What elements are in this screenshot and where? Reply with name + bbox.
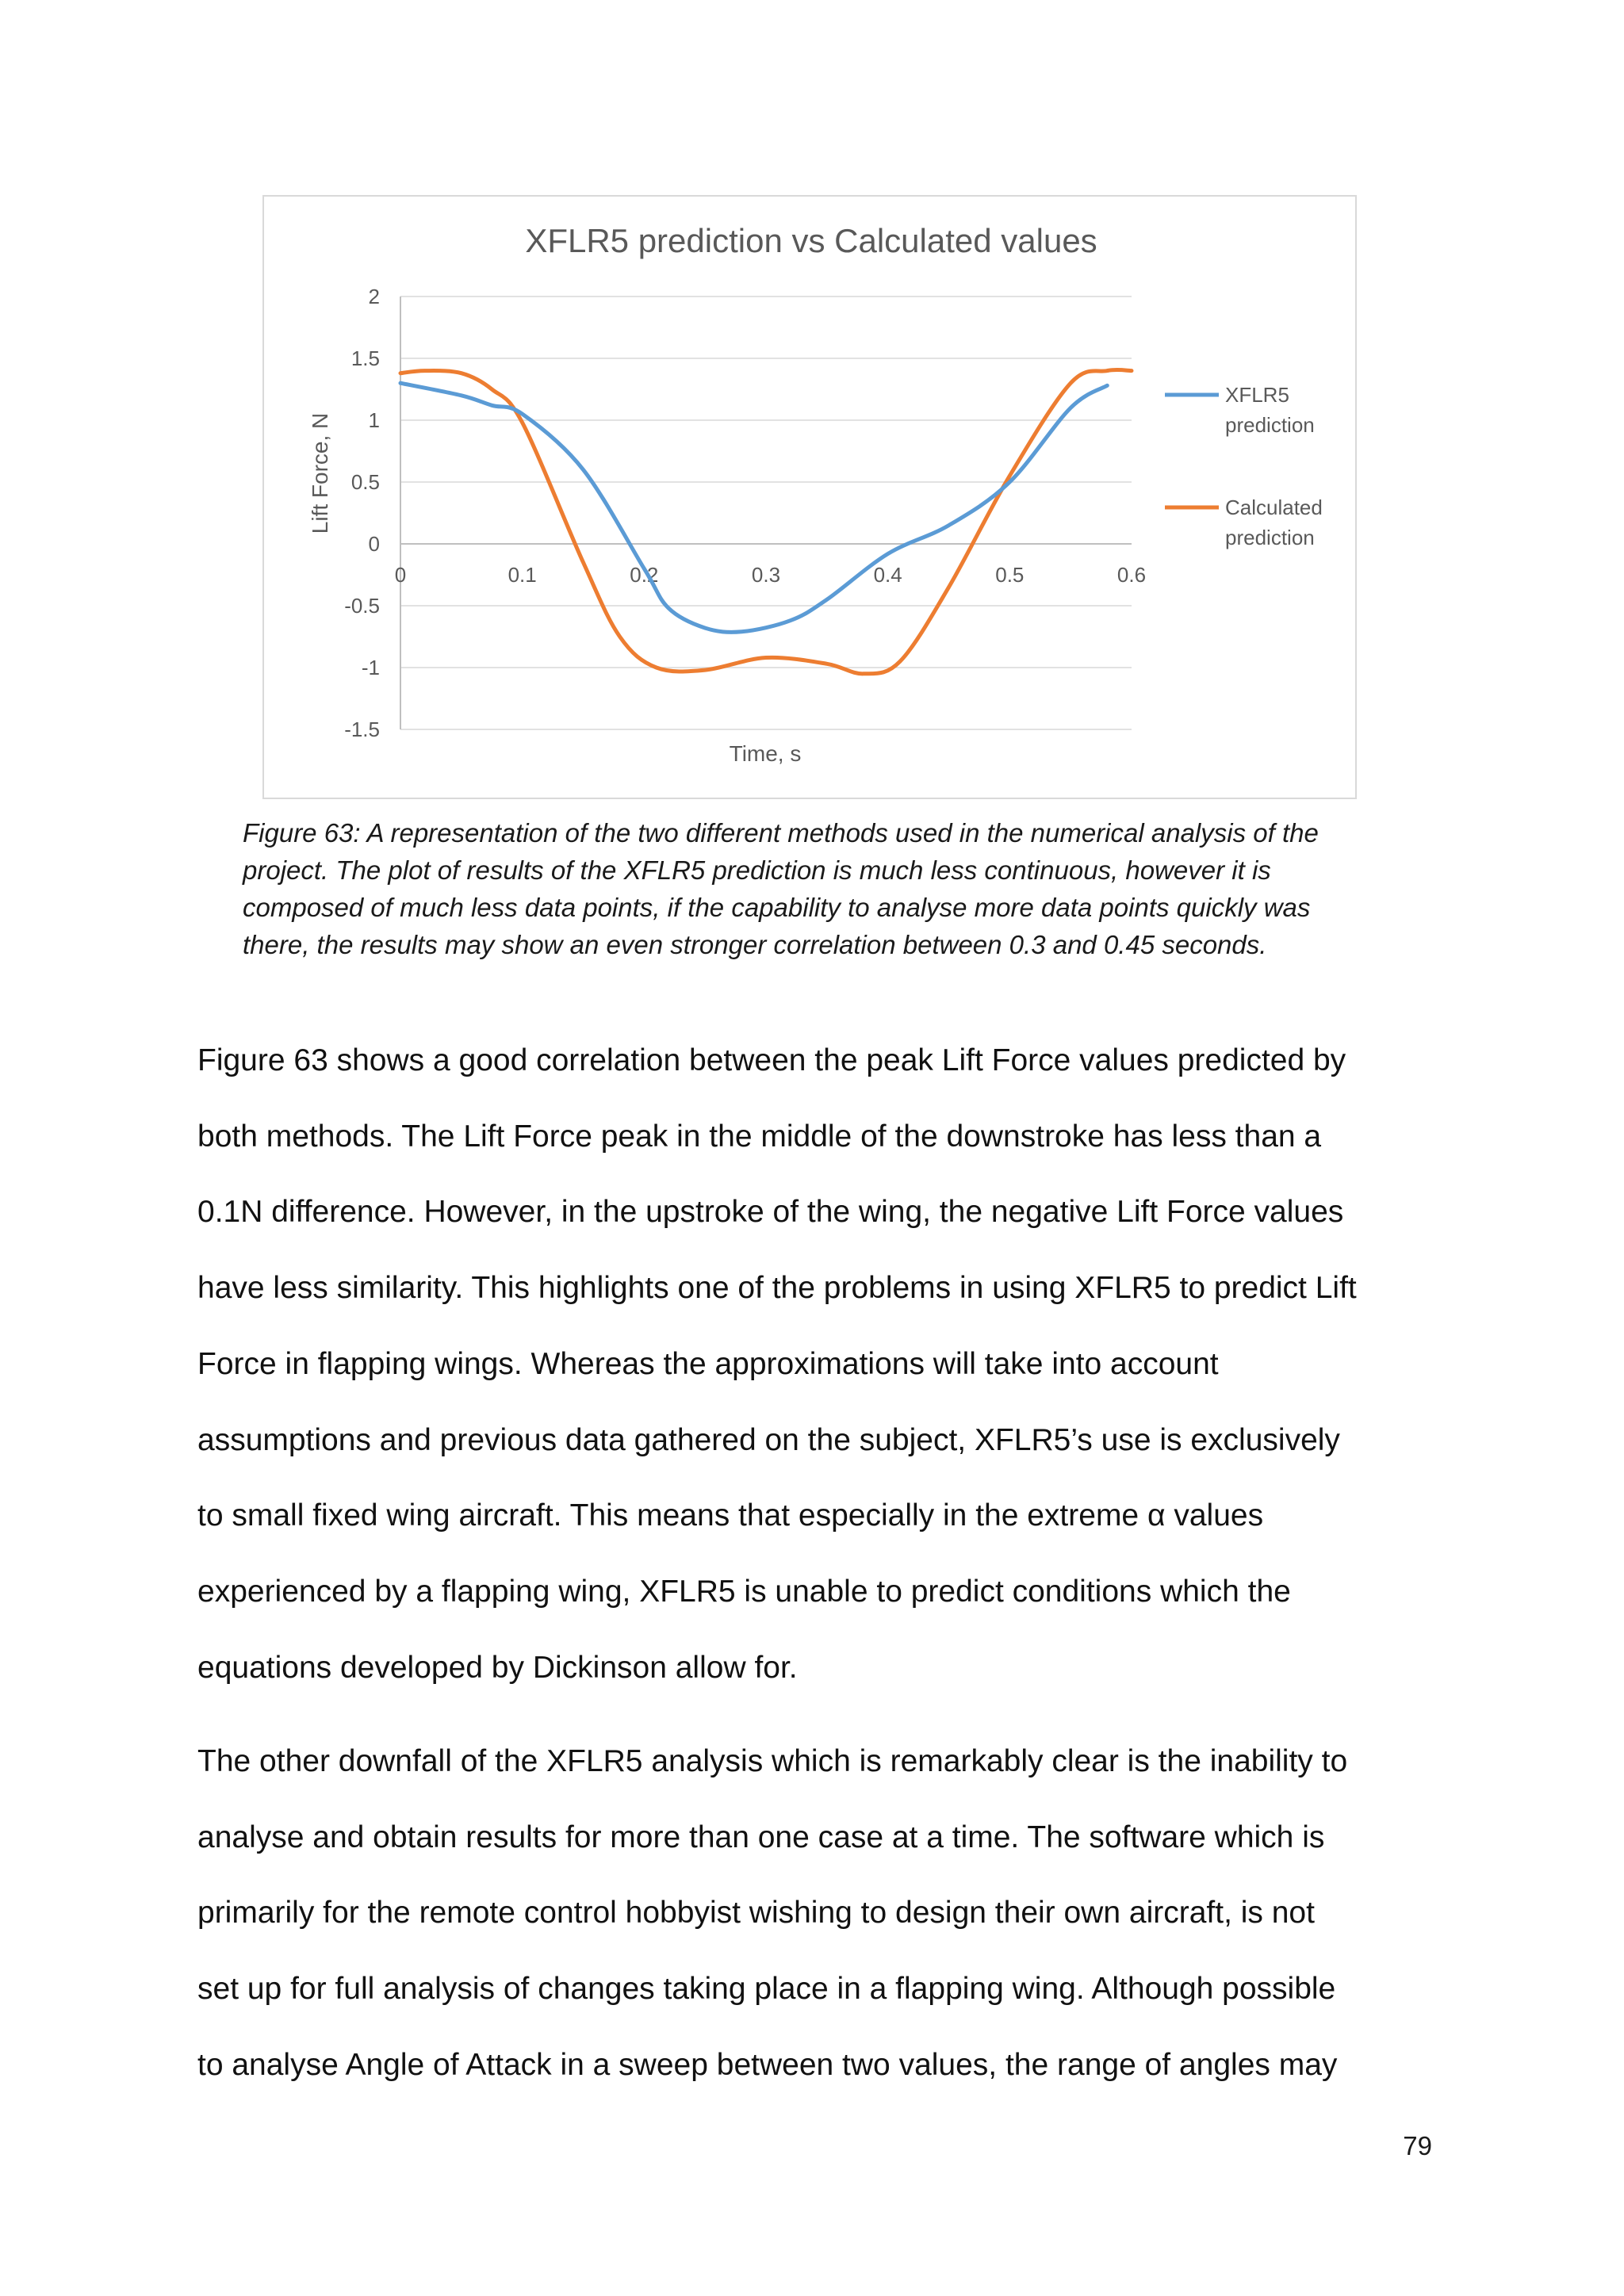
lift-force-chart [264, 197, 1358, 801]
x-tick-label: 0.1 [508, 563, 537, 587]
paragraph-line: assumptions and previous data gathered on the subject, XFLR5’s use is exclusively [197, 1422, 1340, 1457]
legend-calculated-label: Calculated [1225, 496, 1323, 519]
caption-line: composed of much less data points, if the capability to analyse more data points quickly was [243, 893, 1311, 922]
paragraph-line: 0.1N difference. However, in the upstroke of the wing, the negative Lift Force values [197, 1195, 1344, 1230]
paragraph-line: The other downfall of the XFLR5 analysis which is remarkably clear is the inability to [197, 1744, 1348, 1778]
caption-line: Figure 63: A representation of the two different methods used in the numerical analysis of the [243, 818, 1319, 848]
y-tick-label: 1 [368, 408, 380, 432]
x-tick-label: 0.6 [1116, 563, 1147, 587]
y-tick-label: 0 [368, 532, 380, 556]
paragraph-line: experienced by a flapping wing, XFLR5 is unable to predict conditions which the [197, 1574, 1291, 1609]
paragraph-line: Force in flapping wings. Whereas the approximations will take into account [197, 1346, 1219, 1381]
paragraph-line: analyse and obtain results for more than one case at a time. The software which is [197, 1820, 1325, 1854]
x-tick-label: 0.3 [751, 563, 781, 587]
caption-line: project. The plot of results of the XFLR5 prediction is much less continuous, however it is [243, 855, 1271, 885]
x-axis-title: Time, s [729, 741, 802, 766]
paragraph-line: equations developed by Dickinson allow for. [197, 1650, 798, 1685]
y-tick-label: 1.5 [350, 346, 380, 370]
y-tick-label: 2 [368, 285, 380, 308]
y-tick-label: -1 [361, 656, 380, 679]
x-tick-label: 0.5 [995, 563, 1025, 587]
paragraph-line: primarily for the remote control hobbyist wishing to design their own aircraft, is not [197, 1896, 1315, 1931]
paragraph-line: to small fixed wing aircraft. This means that especially in the extreme α values [197, 1498, 1264, 1533]
caption-line: there, the results may show an even stronger correlation between 0.3 and 0.45 seconds. [243, 930, 1267, 959]
y-tick-label: -1.5 [344, 718, 380, 741]
paragraph-line: have less similarity. This highlights one of the problems in using XFLR5 to predict Lift [197, 1271, 1357, 1306]
legend-calculated-label: prediction [1225, 526, 1315, 549]
body-paragraph [197, 1023, 1434, 1705]
paragraph-line: set up for full analysis of changes taking place in a flapping wing. Although possible [197, 1972, 1336, 2007]
paragraph-line: Figure 63 shows a good correlation between the peak Lift Force values predicted by [197, 1043, 1346, 1077]
chart-title: XFLR5 prediction vs Calculated values [525, 222, 1097, 259]
body-paragraph [197, 1724, 1434, 2103]
legend-xflr5-label: XFLR5 [1225, 383, 1289, 407]
x-tick-label: 0.2 [630, 563, 659, 587]
paragraph-line: to analyse Angle of Attack in a sweep between two values, the range of angles may [197, 2047, 1338, 2082]
y-axis-title: Lift Force, N [308, 412, 332, 534]
y-tick-label: -0.5 [344, 594, 380, 618]
paragraph-line: both methods. The Lift Force peak in the middle of the downstroke has less than a [197, 1119, 1322, 1154]
x-tick-label: 0 [394, 563, 407, 587]
page-number: 79 [1403, 2131, 1432, 2160]
legend-xflr5-label: prediction [1225, 413, 1315, 437]
chart-container [262, 195, 1357, 799]
y-tick-label: 0.5 [350, 470, 380, 494]
figure-caption [243, 814, 1400, 963]
x-tick-label: 0.4 [873, 563, 902, 587]
